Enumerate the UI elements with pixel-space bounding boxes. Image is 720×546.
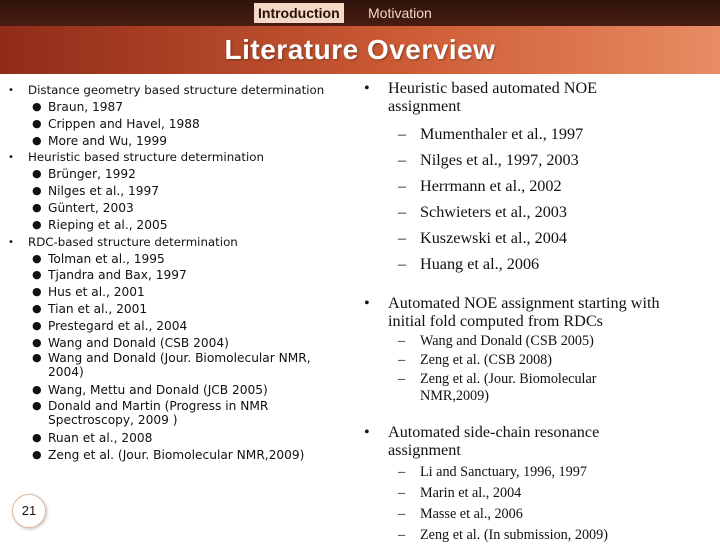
- bullet-icon: ●: [32, 167, 42, 181]
- section-heading: • Automated NOE assignment starting with initial fold computed from RDCs: [364, 294, 660, 330]
- bullet-icon: •: [364, 294, 370, 312]
- bullet-icon: ●: [32, 383, 42, 397]
- bullet-icon: •: [364, 423, 370, 441]
- list-item: – Zeng et al. (In submission, 2009): [360, 525, 718, 546]
- list-item: ● Ruan et al., 2008: [32, 431, 153, 446]
- list-item: – Zeng et al. (CSB 2008): [398, 352, 553, 368]
- list-item: – Schwieters et al., 2003: [360, 199, 718, 225]
- list-item: ● Rieping et al., 2005: [32, 217, 168, 232]
- right-column: [360, 80, 718, 546]
- page-number: 21: [12, 494, 46, 528]
- list-item: ● Hus et al., 2001: [32, 285, 145, 300]
- list-item: ● Zeng et al. (Jour. Biomolecular NMR,2009): [32, 447, 305, 462]
- bullet-icon: ●: [32, 133, 42, 147]
- bullet-icon: ●: [32, 100, 42, 113]
- bullet-icon: ●: [32, 268, 42, 282]
- section-heading: • RDC-based structure determination: [8, 234, 238, 249]
- bullet-icon: ●: [32, 285, 42, 299]
- bullet-icon: ●: [32, 301, 42, 315]
- title-bar: [0, 26, 720, 74]
- list-item: ● Wang and Donald (Jour. Biomolecular NMR, 2004): [32, 351, 311, 380]
- list-item: – Marin et al., 2004: [360, 483, 718, 504]
- bullet-icon: ●: [32, 399, 42, 413]
- list-item: – Herrmann et al., 2002: [360, 173, 718, 199]
- top-navigation: [0, 0, 720, 26]
- bullet-icon: ●: [32, 335, 42, 349]
- dash-icon: –: [398, 229, 407, 247]
- section-heading: • Heuristic based automated NOE assignment: [364, 79, 598, 115]
- list-item: – Zeng et al. (Jour. Biomolecular: [398, 371, 597, 387]
- slide-title: Literature Overview: [224, 34, 496, 65]
- list-item: ● Güntert, 2003: [32, 200, 134, 215]
- list-item: ● Nilges et al., 1997: [32, 184, 159, 199]
- bullet-icon: •: [364, 79, 370, 97]
- dash-icon: –: [398, 485, 406, 501]
- bullet-icon: •: [8, 85, 14, 96]
- bullet-icon: ●: [32, 217, 42, 231]
- dash-icon: –: [398, 333, 406, 349]
- dash-icon: –: [398, 506, 406, 522]
- list-item: ● Brünger, 1992: [32, 167, 136, 182]
- dash-icon: –: [398, 255, 407, 273]
- list-item: ● Crippen and Havel, 1988: [32, 116, 200, 131]
- bullet-icon: ●: [32, 351, 42, 365]
- left-column: [8, 82, 358, 464]
- bullet-icon: •: [8, 236, 14, 248]
- bullet-icon: ●: [32, 116, 42, 130]
- tab-motivation[interactable]: Motivation: [368, 5, 432, 21]
- dash-icon: –: [398, 151, 407, 169]
- dash-icon: –: [398, 352, 406, 368]
- list-item: ● Tian et al., 2001: [32, 301, 148, 316]
- list-item: – Masse et al., 2006: [360, 504, 718, 525]
- dash-icon: –: [398, 177, 407, 195]
- bullet-icon: ●: [32, 447, 42, 461]
- list-item: – Kuszewski et al., 2004: [360, 225, 718, 251]
- bullet-icon: ●: [32, 318, 42, 332]
- bullet-icon: ●: [32, 184, 42, 198]
- list-item: ● Prestegard et al., 2004: [32, 318, 188, 333]
- tab-introduction[interactable]: Introduction: [254, 3, 344, 23]
- list-item: ● Tjandra and Bax, 1997: [32, 268, 187, 283]
- section-heading: • Distance geometry based structure determination: [8, 83, 325, 97]
- list-item: ● More and Wu, 1999: [32, 133, 167, 148]
- list-item: ● Donald and Martin (Progress in NMR Spectroscopy, 2009 ): [32, 399, 269, 428]
- dash-icon: –: [398, 527, 406, 543]
- list-item: ● Wang, Mettu and Donald (JCB 2005): [32, 383, 268, 398]
- section-heading: • Heuristic based structure determination: [8, 150, 265, 165]
- list-item: – Mumenthaler et al., 1997: [360, 121, 718, 147]
- list-item-continuation: NMR,2009): [420, 388, 489, 404]
- list-item: – Wang and Donald (CSB 2005): [398, 333, 594, 349]
- list-item: ● Tolman et al., 1995: [32, 251, 165, 266]
- dash-icon: –: [398, 371, 406, 387]
- dash-icon: –: [398, 464, 406, 480]
- dash-icon: –: [398, 125, 407, 143]
- bullet-icon: ●: [32, 200, 42, 214]
- section-heading: • Automated side-chain resonance assignment: [364, 423, 600, 459]
- list-item: – Li and Sanctuary, 1996, 1997: [360, 462, 718, 483]
- list-item: ● Wang and Donald (CSB 2004): [32, 335, 229, 350]
- dash-icon: –: [398, 203, 407, 221]
- bullet-icon: •: [8, 152, 14, 164]
- bullet-icon: ●: [32, 431, 42, 445]
- list-item: – Huang et al., 2006: [360, 251, 718, 277]
- list-item: ● Braun, 1987: [32, 100, 124, 114]
- list-item: – Nilges et al., 1997, 2003: [360, 147, 718, 173]
- bullet-icon: ●: [32, 251, 42, 265]
